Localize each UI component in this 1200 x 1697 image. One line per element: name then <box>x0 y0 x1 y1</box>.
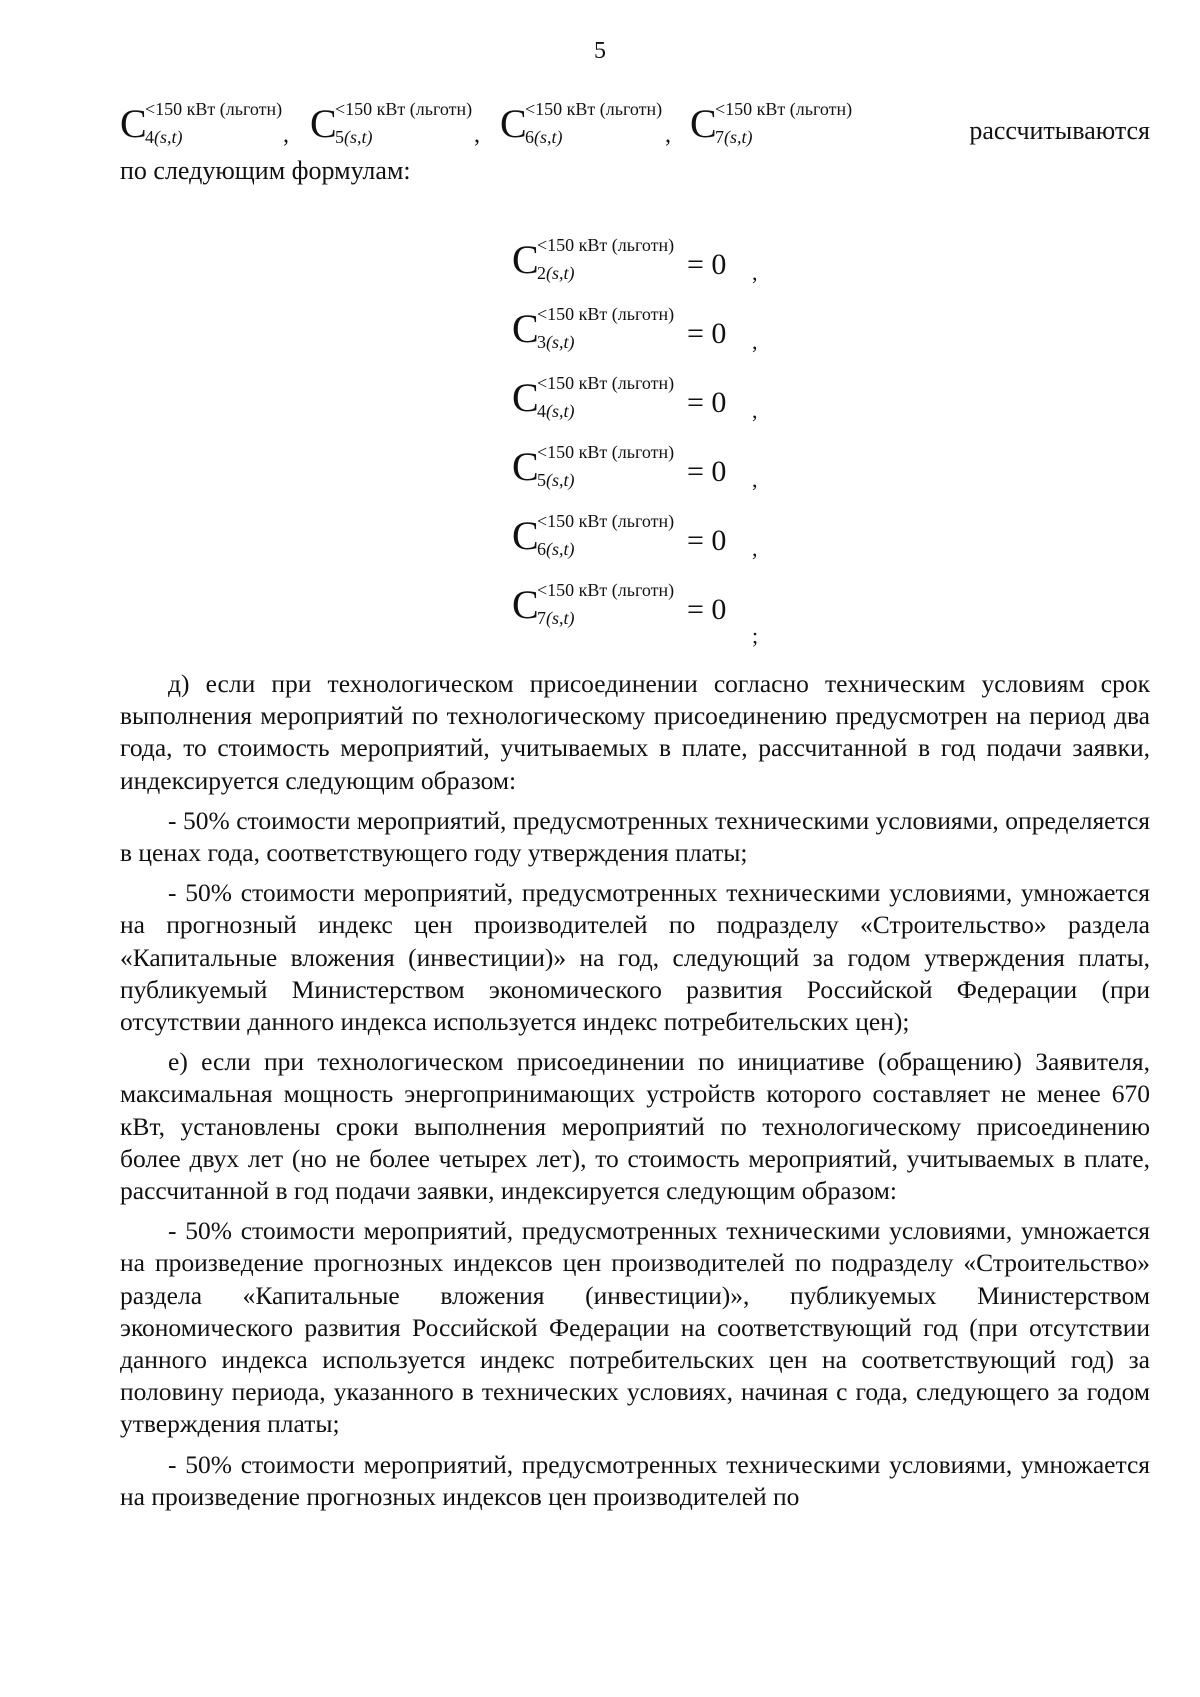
symbol-index: 2 <box>537 263 546 283</box>
formula-rhs: = 0 <box>687 248 727 281</box>
symbol-index: 7 <box>715 127 724 147</box>
symbol-subscript-suffix: (s,t) <box>546 263 575 283</box>
symbol-index: 4 <box>145 127 154 147</box>
symbol-superscript: <150 кВт (льготн) <box>335 99 473 119</box>
symbol-subscript <box>537 609 575 627</box>
symbol-subscript-suffix: (s,t) <box>546 539 575 559</box>
symbol-letter: C <box>512 375 539 420</box>
formula-rhs: = 0 <box>687 524 727 557</box>
symbol-superscript: <150 кВт (льготн) <box>525 99 663 119</box>
symbol-subscript-suffix: (s,t) <box>724 127 753 147</box>
symbol-subscript-suffix: (s,t) <box>154 127 183 147</box>
formula-punctuation: , <box>752 398 758 423</box>
symbol-subscript <box>145 128 183 146</box>
intro-symbols-line <box>120 99 1150 150</box>
formula-punctuation: ; <box>752 623 759 648</box>
intro-second-line: по следующим формулам: <box>120 156 411 185</box>
symbol-superscript: <150 кВт (льготн) <box>537 511 675 531</box>
symbol-index: 7 <box>537 608 546 628</box>
symbol-superscript: <150 кВт (льготн) <box>537 373 675 393</box>
formula-punctuation: , <box>752 260 758 285</box>
symbol-letter: C <box>310 101 337 146</box>
formula-c4 <box>512 373 772 424</box>
symbol-subscript <box>537 264 575 282</box>
formula-c6 <box>512 511 772 562</box>
symbol-subscript-suffix: (s,t) <box>546 470 575 490</box>
paragraph-e-item-2: - 50% стоимости мероприятий, предусмотренных техническими условиями, умножается на произведение прогнозных индексов цен производителей по <box>120 1449 1150 1511</box>
symbol-index: 6 <box>537 539 546 559</box>
symbol-subscript <box>525 128 563 146</box>
symbol-subscript <box>537 402 575 420</box>
formula-c7 <box>512 580 772 648</box>
symbol-index: 3 <box>537 332 546 352</box>
symbol-index: 5 <box>335 127 344 147</box>
formula-punctuation: , <box>752 329 758 354</box>
symbol-c4 <box>120 99 283 147</box>
formula-symbol <box>512 235 675 283</box>
symbol-superscript: <150 кВт (льготн) <box>145 99 283 119</box>
formula-punctuation: , <box>752 467 758 492</box>
formula-c2 <box>512 235 772 286</box>
symbol-letter: C <box>500 101 527 146</box>
symbol-subscript-suffix: (s,t) <box>534 127 563 147</box>
symbol-c6 <box>500 99 663 147</box>
symbol-subscript-suffix: (s,t) <box>344 127 373 147</box>
symbol-superscript: <150 кВт (льготн) <box>537 235 675 255</box>
paragraph-d: д) если при технологическом присоединении согласно техническим условиям срок выполнения мероприятий по технологическому присоединению предусмотрен на период два года, то стоимость мероприятий, учитываемых в плате, рассчитанной в год подачи заявки, индексируется следующим образом: <box>120 669 1150 795</box>
separator: , <box>665 122 671 148</box>
symbol-subscript-suffix: (s,t) <box>546 608 575 628</box>
symbol-letter: C <box>690 101 717 146</box>
symbol-c5 <box>310 99 473 147</box>
formula-c5 <box>512 442 772 493</box>
symbol-superscript: <150 кВт (льготн) <box>537 580 675 600</box>
formula-symbol <box>512 511 675 559</box>
formula-rhs: = 0 <box>687 593 727 626</box>
separator: , <box>283 122 289 148</box>
symbol-c7 <box>690 99 853 147</box>
symbol-subscript-suffix: (s,t) <box>546 332 575 352</box>
symbol-superscript: <150 кВт (льготн) <box>715 99 853 119</box>
formula-rhs: = 0 <box>687 386 727 419</box>
body-text <box>120 668 1150 1521</box>
paragraph-e: е) если при технологическом присоединении по инициативе (обращению) Заявителя, максимальная мощность энергопринимающих устройств которого составляет не менее 670 кВт, установлены сроки выполнения мероприятий по технологическому присоединению более двух лет (но не более четырех лет), то стоимость мероприятий, учитываемых в плате, рассчитанной в год подачи заявки, индексируется следующим образом: <box>120 1047 1150 1206</box>
symbol-letter: C <box>120 101 147 146</box>
symbol-subscript <box>715 128 753 146</box>
symbol-subscript <box>537 471 575 489</box>
formula-punctuation: , <box>752 536 758 561</box>
symbol-index: 5 <box>537 470 546 490</box>
formula-symbol <box>512 580 675 628</box>
paragraph-d-item-2: - 50% стоимости мероприятий, предусмотренных техническими условиями, умножается на прогнозный индекс цен производителей по подразделу «Строительство» раздела «Капитальные вложения (инвестиции)» на год, следующий за годом утверждения платы, публикуемый Министерством экономического развития Российской Федерации (при отсутствии данного индекса используется индекс потребительских цен); <box>120 878 1150 1037</box>
formula-c3 <box>512 304 772 355</box>
separator: , <box>474 122 480 148</box>
formula-rhs: = 0 <box>687 455 727 488</box>
symbol-superscript: <150 кВт (льготн) <box>537 442 675 462</box>
paragraph-d-item-1: - 50% стоимости мероприятий, предусмотренных техническими условиями, определяется в ценах года, соответствующего году утверждения платы; <box>120 805 1150 868</box>
symbol-letter: C <box>512 237 539 282</box>
symbol-letter: C <box>512 444 539 489</box>
formula-symbol <box>512 304 675 352</box>
symbol-letter: C <box>512 513 539 558</box>
symbol-subscript <box>335 128 373 146</box>
symbol-letter: C <box>512 306 539 351</box>
formula-symbol <box>512 373 675 421</box>
symbol-letter: C <box>512 582 539 627</box>
formula-symbol <box>512 442 675 490</box>
intro-tail-text: рассчитываются <box>969 116 1150 145</box>
formula-rhs: = 0 <box>687 317 727 350</box>
symbol-subscript <box>537 333 575 351</box>
symbol-index: 6 <box>525 127 534 147</box>
symbol-subscript <box>537 540 575 558</box>
symbol-subscript-suffix: (s,t) <box>546 401 575 421</box>
symbol-index: 4 <box>537 401 546 421</box>
symbol-superscript: <150 кВт (льготн) <box>537 304 675 324</box>
paragraph-e-item-1: - 50% стоимости мероприятий, предусмотренных техническими условиями, умножается на произведение прогнозных индексов цен производителей по подразделу «Строительство» раздела «Капитальные вложения (инвестиции)», публикуемых Министерством экономического развития Российской Федерации на соответствующий год (при отсутствии данного индекса используется индекс потребительских цен на соответствующий год) за половину периода, указанного в технических условиях, начиная с года, следующего за годом утверждения платы; <box>120 1216 1150 1439</box>
page-number: 5 <box>594 38 606 64</box>
